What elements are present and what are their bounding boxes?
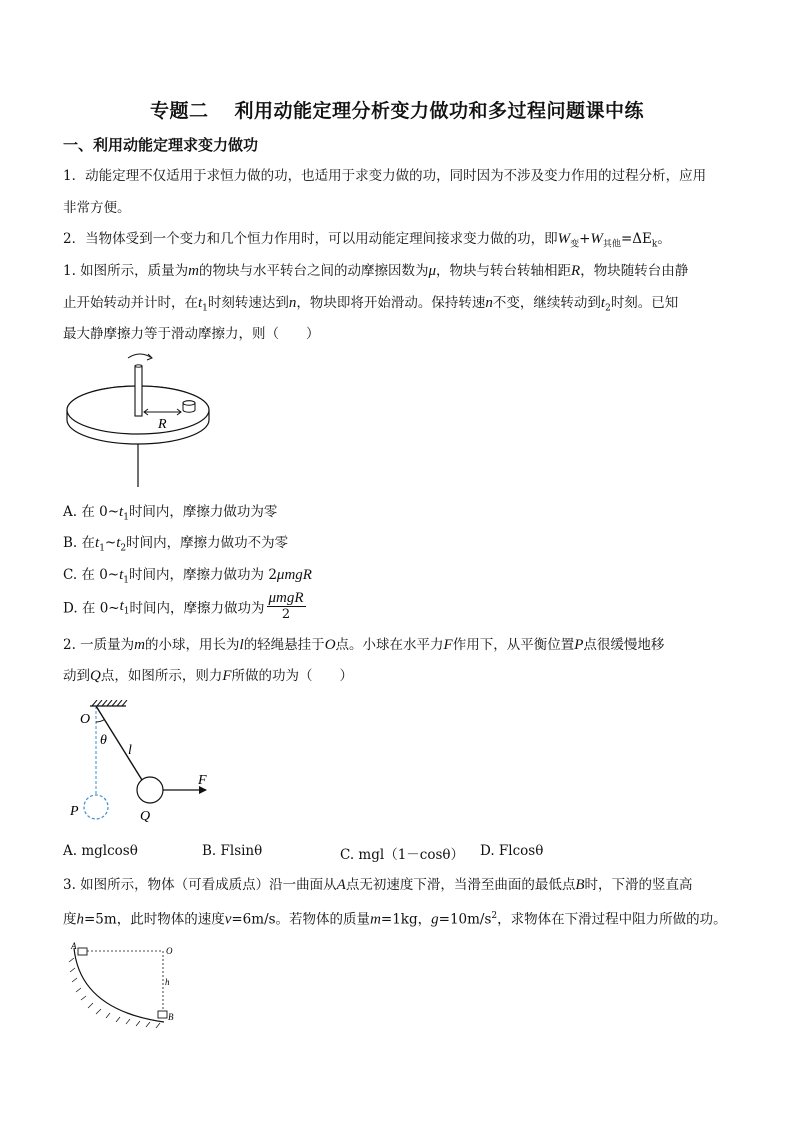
q3-figure-curve [66,940,186,1030]
q1-option-c[interactable]: C. 在 $0\sim t_1$时间内，摩擦力做功为 2μmgR [63,567,312,586]
q2-figure-pendulum [66,700,226,830]
fig3-label-h: h [165,977,170,987]
q2-line2: 动到Q点，如图所示，则力F所做的功为（ ） [63,668,354,684]
fig2-label-theta: θ [100,733,107,748]
q2-line1: 2. 一质量为m的小球，用长为l的轻绳悬挂于O点。小球在水平力F作用下，从平衡位置P点很缓慢地移 [63,637,665,653]
q1-figure-turntable [62,352,242,492]
q3-line2: 度h=5m，此时物体的速度v=6m/s。若物体的质量m=1kg，$g=10m/s^2$，求物体在下滑过程中阻力所做的功。 [63,911,727,928]
intro2-line: 2．当物体受到一个变力和几个恒力作用时，可以用动能定理间接求变力做的功，即$W_变+W_{其他}=\Delta E_k$。 [63,231,671,250]
q1-line1: 1. 如图所示，质量为m的物块与水平转台之间的动摩擦因数为μ，物块与转台转轴相距R，物块随转台由静 [63,263,689,279]
title-part1: 专题二 [149,100,209,122]
fig2-label-F: F [198,773,207,788]
q1-d-fraction: $\frac{\text{μmgR}}{2}$ [268,590,304,622]
q2-option-c[interactable]: C. mgl（1－cosθ） [340,847,465,863]
fig3-label-A: A [71,941,77,951]
q1-line2: 止开始转动并计时，在$t_1$时刻转速达到n，物块即将开始滑动。保持转速n不变，继续转动到$t_2$时刻。已知 [63,295,679,314]
fig3-label-B: B [168,1012,174,1022]
intro1-line2: 非常方便。 [63,200,131,216]
fig1-label-R: R [158,417,167,432]
q1-option-b[interactable]: B. 在$t_1\sim t_2$时间内，摩擦力做功不为零 [63,535,289,554]
q2-option-b[interactable]: B. Flsinθ [202,843,263,859]
q2-option-d[interactable]: D. Flcosθ [480,843,544,859]
page-title [0,96,794,123]
title-part2: 利用动能定理分析变力做功和多过程问题课中练 [234,100,645,122]
fig2-label-P: P [70,804,79,819]
section-heading-1: 一、利用动能定理求变力做功 [63,136,259,154]
intro1-line1: 1．动能定理不仅适用于求恒力做的功，也适用于求变力做的功，同时因为不涉及变力作用的过程分析，应用 [63,168,707,184]
q3-line1: 3. 如图所示，物体（可看成质点）沿一曲面从A点无初速度下滑，当滑至曲面的最低点B时，下滑的竖直高 [63,877,693,893]
q1-option-a[interactable]: A. 在 $0\sim t_1$时间内，摩擦力做功为零 [63,504,278,523]
fig3-label-O: O [166,946,173,956]
fig2-label-l: l [128,743,132,758]
q2-option-a[interactable]: A. mglcosθ [63,843,138,859]
q1-line3: 最大静摩擦力等于滑动摩擦力，则（ ） [63,326,320,342]
q1-option-d[interactable]: D. 在 $0\sim t_1$时间内，摩擦力做功为 $\frac{\text{μmgR}}{2}$ [63,590,304,622]
fig2-label-O: O [80,712,91,727]
fig2-label-Q: Q [140,809,151,824]
